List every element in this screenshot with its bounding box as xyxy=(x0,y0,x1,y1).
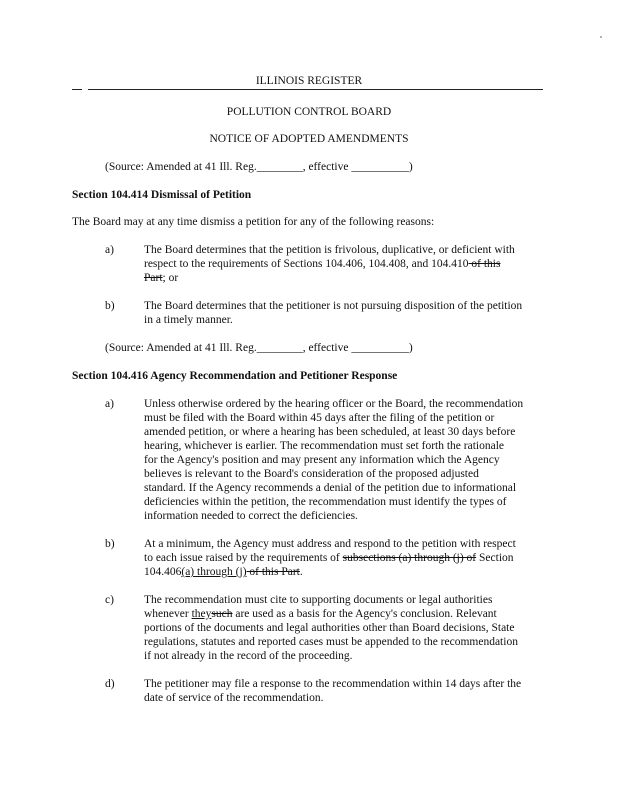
underlined-text: they xyxy=(191,608,212,620)
paragraph-line: At a minimum, the Agency must address and respond to the petition with respect xyxy=(144,538,516,550)
text-run: Section xyxy=(476,552,514,564)
item-label: b) xyxy=(105,538,115,550)
paragraph-line: for the Agency's position and may present any information which the Agency xyxy=(144,454,500,466)
header-rule-tick xyxy=(72,89,82,90)
paragraph-line: date of service of the recommendation. xyxy=(144,692,324,704)
struck-text: subsections (a) through (j) of xyxy=(342,552,477,564)
paragraph-line xyxy=(144,272,178,285)
paragraph-line: The petitioner may file a response to the recommendation within 14 days after the xyxy=(144,678,522,690)
paragraph-line: standard. If the Agency recommends a denial of the petition due to informational xyxy=(144,482,517,494)
paragraph-line: hearing, whichever is earlier. The recommendation must set forth the rationale xyxy=(144,440,504,452)
paragraph-line: portions of the documents and legal authorities other than Board decisions, State xyxy=(144,622,515,634)
item-label: a) xyxy=(105,244,114,256)
item-label: a) xyxy=(105,398,114,410)
text-run: 104.406 xyxy=(144,566,182,578)
register-title: ILLINOIS REGISTER xyxy=(255,75,363,87)
paragraph-line: The Board determines that the petitioner is not pursuing disposition of the petition xyxy=(144,300,523,312)
text-run: are used as a basis for the Agency's conclusion. Relevant xyxy=(232,608,497,620)
section-414-heading: Section 104.414 Dismissal of Petition xyxy=(72,189,252,201)
text-run: whenever xyxy=(144,608,192,620)
paragraph-line xyxy=(144,566,303,579)
section-414-intro: The Board may at any time dismiss a petition for any of the following reasons: xyxy=(72,216,435,228)
paragraph-line: believes is relevant to the Board's consideration of the proposed adjusted xyxy=(144,468,479,480)
source-line-top: (Source: Amended at 41 Ill. Reg.________, effective __________) xyxy=(105,161,413,173)
paragraph-line xyxy=(144,552,514,565)
source-line: (Source: Amended at 41 Ill. Reg.________, effective __________) xyxy=(105,342,413,354)
paragraph-line: in a timely manner. xyxy=(144,314,233,326)
struck-text: Part xyxy=(144,272,163,284)
notice-title: NOTICE OF ADOPTED AMENDMENTS xyxy=(209,133,409,145)
scan-speck xyxy=(600,36,602,38)
board-title: POLLUTION CONTROL BOARD xyxy=(226,106,392,118)
paragraph-line: The recommendation must cite to supporting documents or legal authorities xyxy=(144,594,493,606)
header-rule xyxy=(88,89,543,90)
text-run: respect to the requirements of Sections 104.406, 104.408, and 104.410 xyxy=(144,258,469,270)
underlined-text: (a) through (j) xyxy=(181,566,247,578)
paragraph-line: deficiencies within the petition, the recommendation must identify the types of xyxy=(144,496,507,508)
paragraph-line: if not already in the record of the proceeding. xyxy=(144,650,353,662)
text-run: . xyxy=(299,566,303,578)
struck-text: such xyxy=(211,608,233,620)
struck-text: of this Part xyxy=(246,566,300,578)
paragraph-line: regulations, statutes and reported cases must be appended to the recommendation xyxy=(144,636,518,648)
text-run: to each issue raised by the requirements of xyxy=(144,552,343,564)
item-label: d) xyxy=(105,678,115,690)
paragraph-line xyxy=(144,258,500,271)
text-run: ; or xyxy=(162,272,179,284)
struck-text: of this xyxy=(468,258,501,270)
paragraph-line: The Board determines that the petition is frivolous, duplicative, or deficient with xyxy=(144,244,515,256)
paragraph-line: must be filed with the Board within 45 days after the filing of the petition or xyxy=(144,412,495,424)
paragraph-line: amended petition, or where a hearing has been scheduled, at least 30 days before xyxy=(144,426,516,438)
item-label: b) xyxy=(105,300,115,312)
section-416-heading: Section 104.416 Agency Recommendation and Petitioner Response xyxy=(72,370,398,382)
paragraph-line xyxy=(144,608,497,621)
item-label: c) xyxy=(105,594,114,606)
paragraph-line: Unless otherwise ordered by the hearing officer or the Board, the recommendation xyxy=(144,398,524,410)
paragraph-line: information needed to correct the deficiencies. xyxy=(144,510,358,522)
